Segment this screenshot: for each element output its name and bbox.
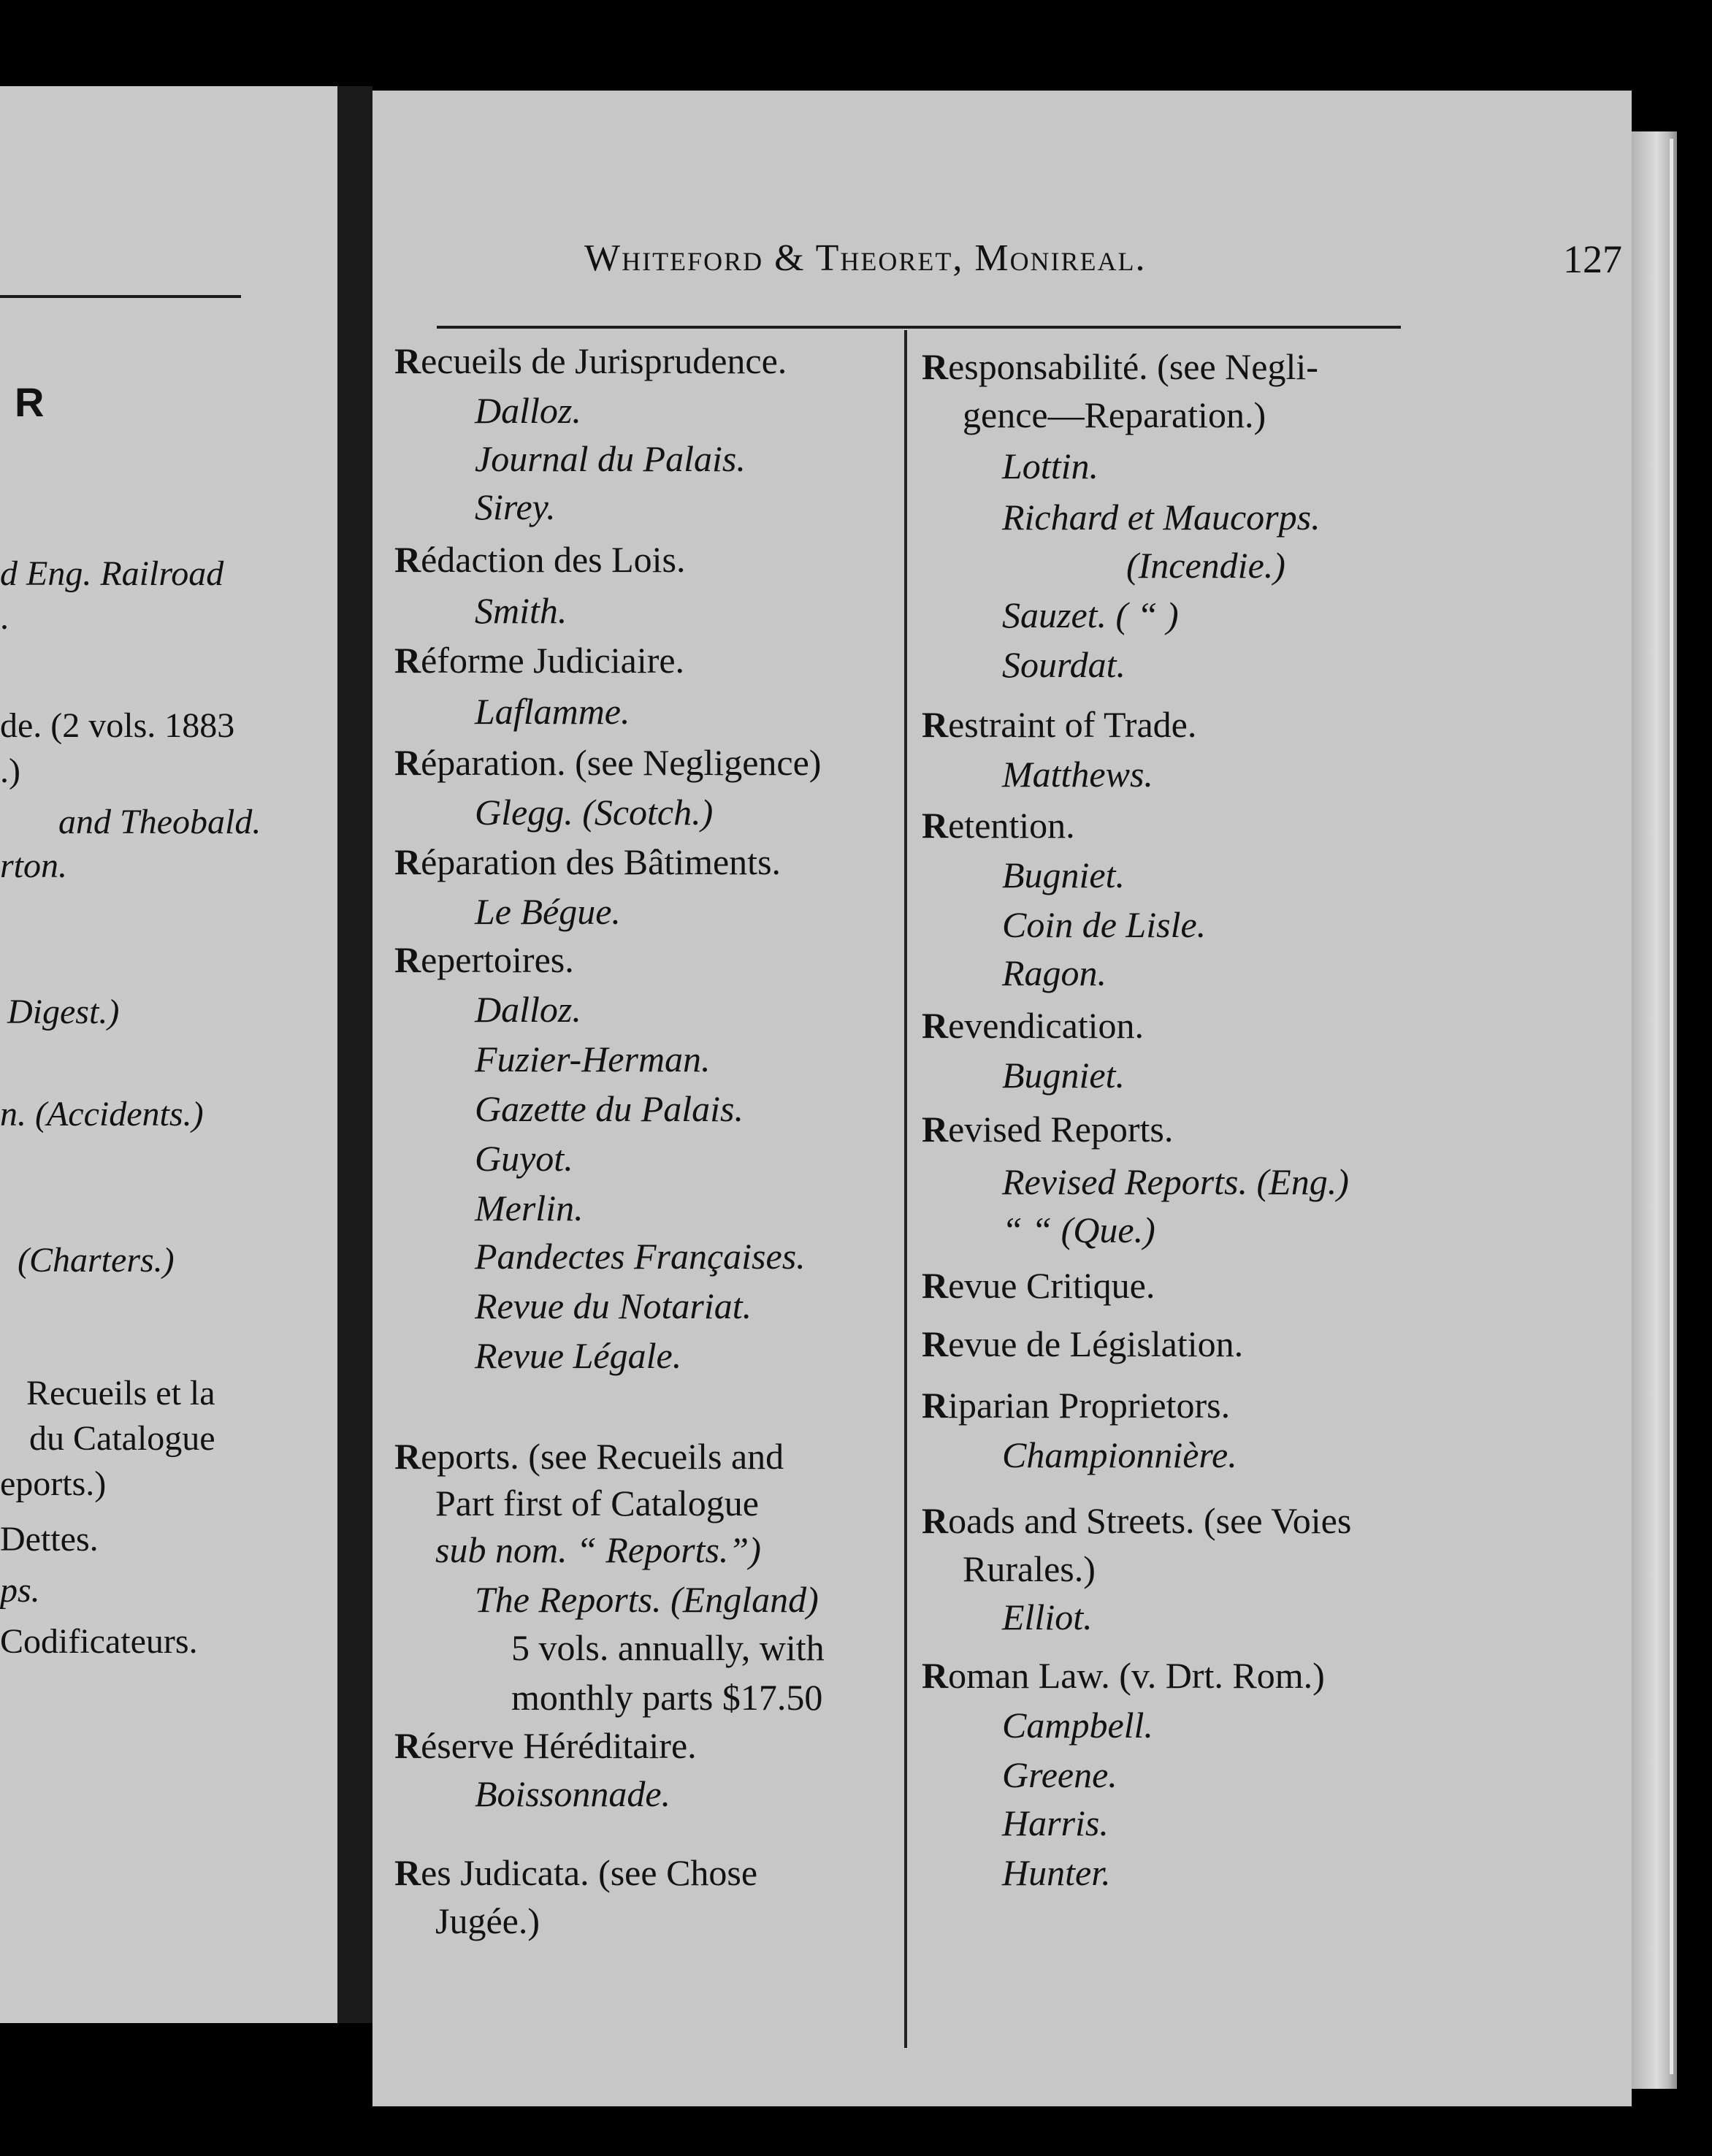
left-page-line: d Eng. Railroad [0,554,224,593]
index-entry: Laflamme. [475,691,630,732]
left-page-line: rton. [0,846,68,885]
initial-letter: R [394,742,421,783]
index-heading [394,1851,757,1895]
index-heading-continuation: gence—Reparation.) [963,394,1266,435]
heading-text: édaction des Lois. [421,539,686,580]
index-heading [922,1322,1243,1366]
index-heading [922,1654,1325,1697]
index-entry: Guyot. [475,1138,573,1179]
initial-letter: R [922,1385,949,1426]
heading-text: evised Reports. [948,1109,1174,1150]
index-entry: Ragon. [1002,952,1107,993]
index-entry: Revue du Notariat. [475,1285,752,1326]
index-heading-continuation: Rurales.) [963,1548,1096,1589]
index-entry: Sirey. [475,486,556,527]
index-heading [394,741,821,784]
index-entry: Journal du Palais. [475,438,746,479]
index-heading [394,840,781,884]
header-rule [437,326,1401,329]
initial-letter: R [922,346,949,387]
index-entry: The Reports. (England) [475,1579,819,1620]
index-heading [922,1107,1173,1151]
index-entry: Pandectes Françaises. [475,1236,806,1277]
index-entry: Sourdat. [1002,644,1126,685]
running-header-title: Whiteford & Theoret, Monireal. [584,237,1147,279]
index-heading-continuation: Jugée.) [435,1900,540,1941]
index-entry: Glegg. (Scotch.) [475,792,714,833]
heading-text: éforme Judiciaire. [421,640,685,681]
index-entry: Dalloz. [475,989,581,1030]
left-page-line: de. (2 vols. 1883 [0,706,235,745]
initial-letter: R [922,1655,949,1696]
left-page-line: n. (Accidents.) [0,1095,204,1134]
index-entry: Bugniet. [1002,1055,1126,1096]
heading-text: éserve Héréditaire. [421,1725,697,1766]
index-entry: Le Bégue. [475,891,621,932]
index-heading [922,803,1075,847]
initial-letter: R [922,704,949,745]
index-entry-detail: monthly parts $17.50 [511,1677,823,1718]
heading-text: evue de Législation. [948,1323,1244,1364]
index-entry: Championnière. [1002,1434,1237,1475]
index-entry: Matthews. [1002,754,1153,795]
left-page-line: eports.) [0,1464,107,1503]
heading-text: estraint of Trade. [948,704,1197,745]
heading-text: es Judicata. (see Chose [421,1852,758,1893]
index-heading-continuation: Part first of Catalogue [435,1483,759,1524]
heading-text: ecueils de Jurisprudence. [421,340,787,381]
index-heading [922,703,1196,746]
initial-letter: R [922,1323,949,1364]
heading-text: éparation des Bâtiments. [421,841,782,882]
index-entry: Merlin. [475,1188,584,1228]
left-page-line: Digest.) [7,993,120,1031]
index-entry: Dalloz. [475,390,581,431]
index-heading [394,1724,697,1767]
heading-text: iparian Proprietors. [948,1385,1231,1426]
index-heading [394,1434,784,1478]
heading-text: oman Law. (v. Drt. Rom.) [948,1655,1325,1696]
heading-text: eports. (see Recueils and [421,1436,784,1477]
page-edge-highlight [1670,139,1673,2074]
column-divider [904,330,907,2048]
left-page-line: Recueils et la [26,1374,215,1413]
heading-text: éparation. (see Negligence) [421,742,822,783]
left-page-line: .) [0,752,20,790]
page-number: 127 [1563,237,1622,281]
index-heading-continuation: sub nom. “ Reports.”) [435,1529,761,1570]
left-page-line: (Charters.) [18,1241,175,1280]
index-entry: Smith. [475,590,568,631]
index-entry: (Incendie.) [1126,545,1285,586]
initial-letter: R [394,939,421,980]
left-page-line: du Catalogue [29,1419,215,1458]
initial-letter: R [922,1109,949,1150]
left-page-line: . [0,598,9,637]
index-heading [922,1264,1155,1307]
index-heading [394,638,684,682]
initial-letter: R [394,539,421,580]
initial-letter: R [922,805,949,846]
heading-text: epertoires. [421,939,574,980]
index-entry: Revised Reports. (Eng.) [1002,1161,1349,1202]
index-heading [394,538,686,581]
initial-letter: R [922,1005,949,1046]
initial-letter: R [394,1436,421,1477]
left-page-line: Dettes. [0,1520,99,1559]
initial-letter: R [394,640,421,681]
index-heading [394,938,574,982]
initial-letter: R [394,1852,421,1893]
index-entry: Campbell. [1002,1705,1153,1746]
index-entry: Boissonnade. [475,1773,671,1814]
index-heading [922,345,1318,389]
book-gutter [337,86,372,2023]
running-header [584,237,1632,302]
heading-text: esponsabilité. (see Negli- [948,346,1318,387]
index-entry: Harris. [1002,1803,1109,1843]
left-page-rule [0,295,241,298]
index-entry-detail: 5 vols. annually, with [511,1627,825,1668]
left-page-section-letter: R [15,379,45,425]
heading-text: etention. [948,805,1075,846]
index-heading [922,1383,1230,1427]
initial-letter: R [922,1500,949,1541]
index-entry: Richard et Maucorps. [1002,497,1321,538]
heading-text: evue Critique. [948,1265,1155,1306]
right-page [372,91,1632,2106]
initial-letter: R [394,340,421,381]
index-entry: Bugniet. [1002,855,1126,895]
initial-letter: R [394,841,421,882]
index-entry: Revue Légale. [475,1335,682,1376]
left-page-line: Codificateurs. [0,1622,198,1661]
index-entry: Lottin. [1002,446,1098,486]
index-heading [922,1004,1144,1047]
index-heading [922,1499,1351,1543]
left-page-line: ps. [0,1571,40,1610]
initial-letter: R [922,1265,949,1306]
index-entry: “ “ (Que.) [1002,1209,1155,1250]
heading-text: oads and Streets. (see Voies [948,1500,1352,1541]
index-entry: Sauzet. ( “ ) [1002,595,1179,635]
left-page-line: and Theobald. [58,803,261,841]
initial-letter: R [394,1725,421,1766]
left-page-fragment [0,86,337,2023]
index-entry: Gazette du Palais. [475,1088,744,1129]
index-entry: Fuzier-Herman. [475,1039,711,1079]
index-entry: Elliot. [1002,1597,1093,1637]
index-heading [394,339,787,383]
index-entry: Coin de Lisle. [1002,904,1207,945]
index-entry: Hunter. [1002,1852,1111,1893]
index-entry: Greene. [1002,1754,1117,1795]
heading-text: evendication. [948,1005,1144,1046]
